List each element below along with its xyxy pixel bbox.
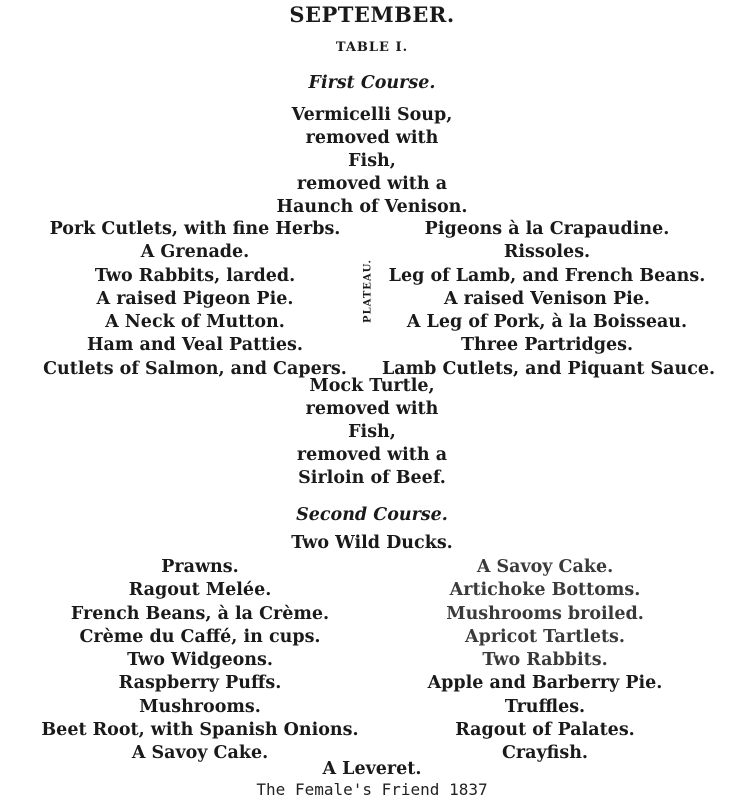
first-course-right-column bbox=[382, 218, 716, 381]
menu-item: Beet Root, with Spanish Onions. bbox=[41, 720, 359, 741]
menu-item: Three Partridges. bbox=[460, 335, 634, 356]
source-caption: The Female's Friend 1837 bbox=[256, 780, 488, 799]
menu-line: removed with a bbox=[296, 174, 448, 194]
plateau-text: PLATEAU. bbox=[362, 259, 374, 323]
menu-line: Mock Turtle, bbox=[309, 376, 435, 396]
menu-item: Ragout of Palates. bbox=[455, 720, 635, 741]
menu-item: A Savoy Cake. bbox=[131, 743, 269, 764]
menu-line: Fish, bbox=[348, 422, 396, 442]
menu-item: Rissoles. bbox=[503, 242, 591, 263]
menu-item: A Grenade. bbox=[140, 242, 250, 263]
menu-line: removed with bbox=[305, 128, 439, 148]
menu-item: A raised Venison Pie. bbox=[443, 288, 651, 309]
menu-item: Apricot Tartlets. bbox=[465, 626, 625, 647]
menu-item: Artichoke Bottoms. bbox=[449, 580, 641, 601]
menu-item: Pork Cutlets, with fine Herbs. bbox=[49, 219, 341, 239]
menu-item: Cutlets of Salmon, and Capers. bbox=[43, 358, 347, 379]
menu-line: Fish, bbox=[348, 151, 396, 171]
second-course-right-column bbox=[400, 556, 690, 766]
menu-item: Lamb Cutlets, and Piquant Sauce. bbox=[382, 358, 716, 379]
page-title: SEPTEMBER. bbox=[289, 2, 455, 27]
menu-line: Sirloin of Beef. bbox=[298, 468, 446, 488]
menu-line: removed with a bbox=[296, 445, 448, 465]
menu-item: Mushrooms. bbox=[139, 696, 261, 717]
menu-item: Ragout Melée. bbox=[128, 580, 272, 601]
menu-item: A raised Pigeon Pie. bbox=[96, 288, 294, 309]
table-heading: TABLE I. bbox=[335, 40, 409, 55]
menu-item: Truffles. bbox=[504, 696, 586, 717]
menu-item: A Neck of Mutton. bbox=[105, 312, 285, 333]
plateau-label bbox=[361, 250, 375, 332]
menu-item: A Savoy Cake. bbox=[476, 557, 614, 577]
menu-item: Ham and Veal Patties. bbox=[87, 335, 303, 356]
menu-item: Leg of Lamb, and French Beans. bbox=[388, 265, 706, 286]
second-course-heading: Second Course. bbox=[296, 505, 448, 525]
menu-item: Crayfish. bbox=[501, 743, 589, 764]
menu-item: Two Rabbits, larded. bbox=[94, 265, 296, 286]
menu-item: Two Widgeons. bbox=[127, 650, 273, 671]
menu-item: French Beans, à la Crème. bbox=[70, 603, 330, 624]
second-course-bottom-item: A Leveret. bbox=[322, 759, 422, 779]
menu-item: Mushrooms broiled. bbox=[446, 603, 644, 624]
second-course-top-item: Two Wild Ducks. bbox=[291, 533, 453, 553]
menu-item: Prawns. bbox=[161, 557, 239, 577]
menu-item: Pigeons à la Crapaudine. bbox=[424, 219, 670, 239]
menu-item: A Leg of Pork, à la Boisseau. bbox=[406, 312, 688, 333]
menu-line: Haunch of Venison. bbox=[276, 197, 468, 217]
menu-item: Crème du Caffé, in cups. bbox=[79, 626, 321, 647]
menu-item: Raspberry Puffs. bbox=[118, 673, 282, 694]
second-course-left-column bbox=[40, 556, 360, 766]
menu-item: Two Rabbits. bbox=[482, 650, 608, 671]
menu-line: Vermicelli Soup, bbox=[291, 105, 453, 125]
first-course-heading: First Course. bbox=[308, 73, 436, 93]
first-course-left-column bbox=[40, 218, 350, 381]
menu-item: Apple and Barberry Pie. bbox=[427, 673, 663, 694]
menu-line: removed with bbox=[305, 399, 439, 419]
